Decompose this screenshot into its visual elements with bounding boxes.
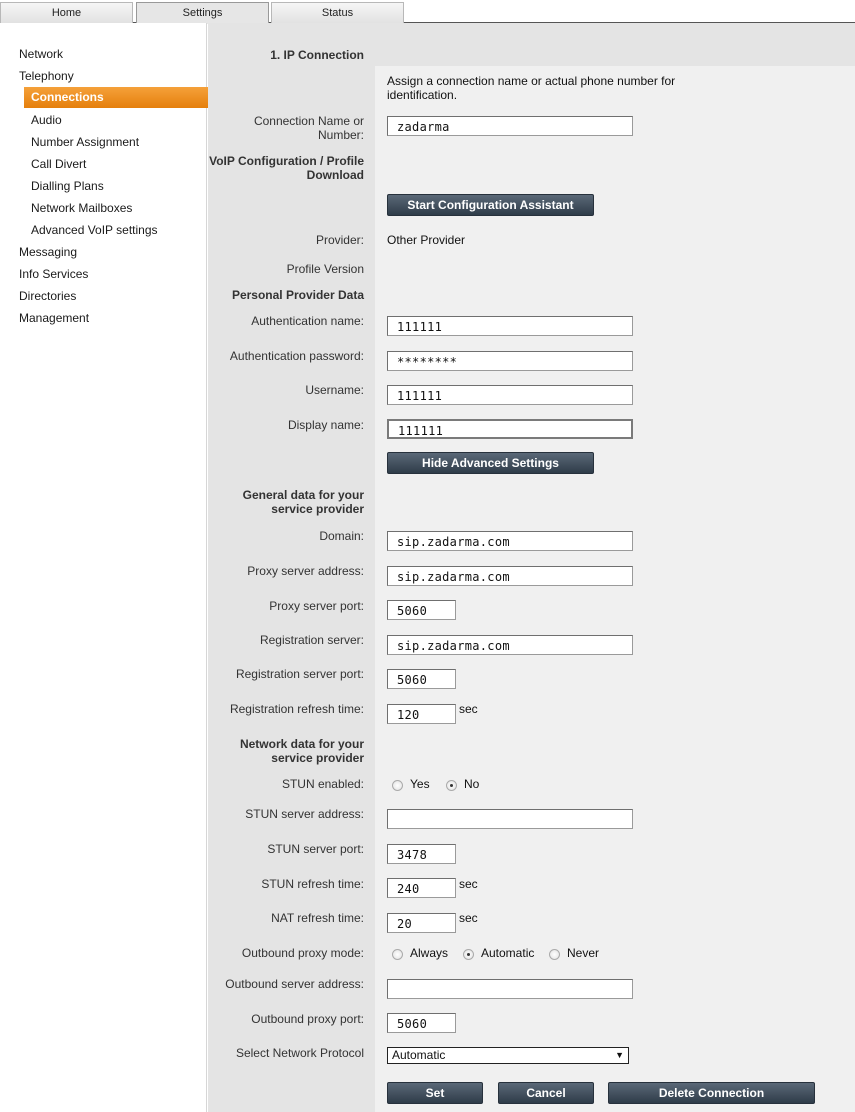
- registration-server-label: Registration server:: [259, 633, 364, 647]
- stun-yes-label: Yes: [410, 777, 430, 791]
- sidebar-item-telephony[interactable]: Telephony: [19, 69, 74, 83]
- dropdown-arrow-icon: ▼: [615, 1050, 624, 1060]
- registration-refresh-input[interactable]: 120: [387, 704, 456, 724]
- tab-status[interactable]: Status: [271, 2, 404, 23]
- nat-refresh-label: NAT refresh time:: [271, 911, 364, 925]
- intro-text: Assign a connection name or actual phone number for identification.: [387, 74, 676, 102]
- username-label: Username:: [305, 383, 364, 397]
- connection-name-input[interactable]: zadarma: [387, 116, 633, 136]
- stun-server-address-input[interactable]: [387, 809, 633, 829]
- network-data-heading: Network data for your service provider: [239, 737, 364, 765]
- registration-server-input[interactable]: sip.zadarma.com: [387, 635, 633, 655]
- stun-server-port-label: STUN server port:: [267, 842, 364, 856]
- stun-enabled-label: STUN enabled:: [281, 777, 364, 791]
- stun-server-address-label: STUN server address:: [245, 807, 364, 821]
- sidebar-item-network[interactable]: Network: [19, 47, 64, 61]
- cancel-button[interactable]: Cancel: [498, 1082, 594, 1104]
- registration-server-port-label: Registration server port:: [235, 667, 364, 681]
- outbound-always-radio[interactable]: [392, 949, 403, 960]
- stun-refresh-input[interactable]: 240: [387, 878, 456, 898]
- hide-advanced-settings-button[interactable]: Hide Advanced Settings: [387, 452, 594, 474]
- registration-server-port-input[interactable]: 5060: [387, 669, 456, 689]
- provider-label: Provider:: [315, 233, 364, 247]
- proxy-server-port-input[interactable]: 5060: [387, 600, 456, 620]
- display-name-input[interactable]: 111111: [387, 419, 633, 439]
- display-name-label: Display name:: [287, 418, 364, 432]
- sidebar-item-info-services[interactable]: Info Services: [19, 267, 89, 281]
- outbound-always-label: Always: [410, 946, 449, 960]
- sidebar-item-number-assignment[interactable]: Number Assignment: [31, 135, 140, 149]
- outbound-proxy-mode-label: Outbound proxy mode:: [241, 946, 364, 960]
- network-protocol-select[interactable]: [387, 1047, 629, 1064]
- outbound-automatic-label: Automatic: [481, 946, 535, 960]
- sidebar-item-directories[interactable]: Directories: [19, 289, 77, 303]
- sidebar-item-audio[interactable]: Audio: [31, 113, 62, 127]
- outbound-never-label: Never: [567, 946, 600, 960]
- username-input[interactable]: 111111: [387, 385, 633, 405]
- tab-settings[interactable]: Settings: [136, 2, 269, 24]
- start-configuration-assistant-button[interactable]: Start Configuration Assistant: [387, 194, 594, 216]
- auth-password-input[interactable]: ********: [387, 351, 633, 371]
- sidebar-item-connections[interactable]: Connections: [24, 87, 212, 108]
- sidebar-item-network-mailboxes[interactable]: Network Mailboxes: [31, 201, 133, 215]
- registration-refresh-label: Registration refresh time:: [229, 702, 364, 716]
- auth-name-input[interactable]: 111111: [387, 316, 633, 336]
- stun-server-port-input[interactable]: 3478: [387, 844, 456, 864]
- tab-home[interactable]: Home: [0, 2, 133, 23]
- network-protocol-label: Select Network Protocol: [235, 1046, 364, 1060]
- nat-refresh-input[interactable]: 20: [387, 913, 456, 933]
- proxy-server-port-label: Proxy server port:: [269, 599, 364, 613]
- auth-name-label: Authentication name:: [251, 314, 364, 328]
- sidebar-item-advanced-voip[interactable]: Advanced VoIP settings: [31, 223, 158, 237]
- domain-label: Domain:: [319, 529, 364, 543]
- voip-config-heading: VoIP Configuration / Profile Download: [209, 154, 364, 182]
- nat-refresh-unit: sec: [459, 911, 478, 925]
- sidebar-item-messaging[interactable]: Messaging: [19, 245, 78, 259]
- set-button[interactable]: Set: [387, 1082, 483, 1104]
- stun-refresh-label: STUN refresh time:: [261, 877, 364, 891]
- provider-value: Other Provider: [387, 233, 466, 247]
- section-title: 1. IP Connection: [270, 48, 364, 62]
- top-tab-bar: [0, 0, 855, 23]
- sidebar-item-call-divert[interactable]: Call Divert: [31, 157, 87, 171]
- stun-no-radio[interactable]: [446, 780, 457, 791]
- general-data-heading: General data for your service provider: [242, 488, 364, 516]
- connection-name-label: Connection Name or Number:: [253, 114, 364, 142]
- stun-refresh-unit: sec: [459, 877, 478, 891]
- outbound-proxy-port-input[interactable]: 5060: [387, 1013, 456, 1033]
- proxy-server-address-input[interactable]: sip.zadarma.com: [387, 566, 633, 586]
- auth-password-label: Authentication password:: [229, 349, 364, 363]
- registration-refresh-unit: sec: [459, 702, 478, 716]
- sidebar: [0, 23, 207, 1112]
- outbound-server-address-input[interactable]: [387, 979, 633, 999]
- network-protocol-value: Automatic: [392, 1048, 446, 1062]
- personal-provider-heading: Personal Provider Data: [231, 288, 364, 302]
- outbound-server-address-label: Outbound server address:: [225, 977, 364, 991]
- proxy-server-address-label: Proxy server address:: [247, 564, 364, 578]
- sidebar-item-management[interactable]: Management: [19, 311, 90, 325]
- outbound-never-radio[interactable]: [549, 949, 560, 960]
- domain-input[interactable]: sip.zadarma.com: [387, 531, 633, 551]
- stun-no-label: No: [464, 777, 480, 791]
- profile-version-label: Profile Version: [286, 262, 364, 276]
- outbound-proxy-port-label: Outbound proxy port:: [251, 1012, 364, 1026]
- outbound-automatic-radio[interactable]: [463, 949, 474, 960]
- stun-yes-radio[interactable]: [392, 780, 403, 791]
- delete-connection-button[interactable]: Delete Connection: [608, 1082, 815, 1104]
- sidebar-item-dialling-plans[interactable]: Dialling Plans: [31, 179, 104, 193]
